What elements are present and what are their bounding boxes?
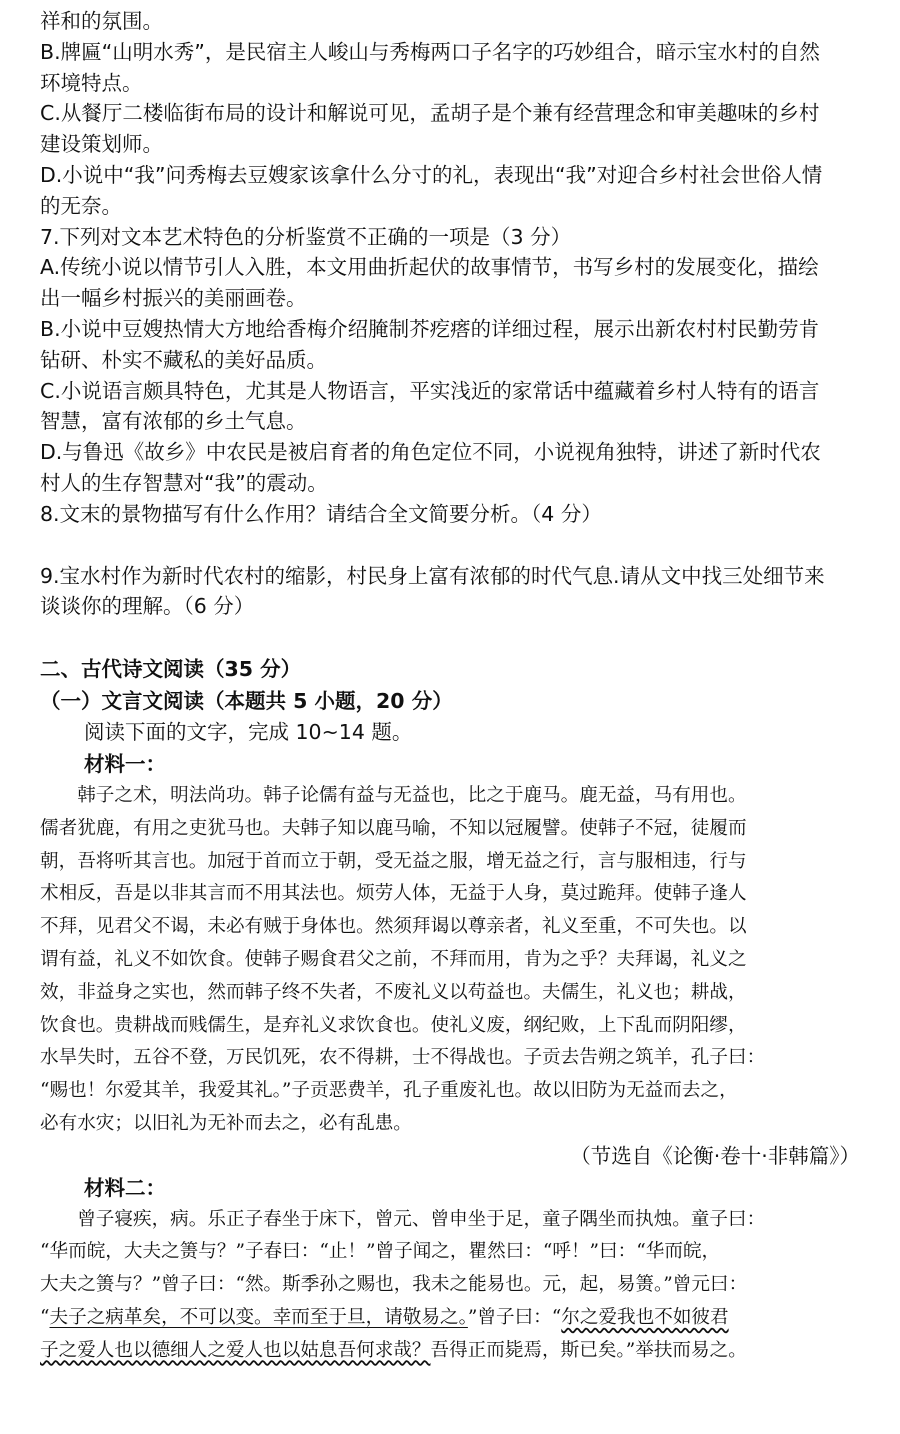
material-1-title: 材料一： <box>84 751 166 776</box>
question-9: 9.宝水村作为新时代农村的缩影，村民身上富有浓郁的时代气息.请从文中找三处细节来 <box>40 563 825 588</box>
instruction: 阅读下面的文字，完成 10~14 题。 <box>84 720 413 745</box>
option-c-line: C.从餐厅二楼临街布局的设计和解说可见，孟胡子是个兼有经营理念和审美趣味的乡村 <box>40 101 820 126</box>
open-quote: “ <box>40 1306 50 1328</box>
answer-space <box>40 622 860 653</box>
text-line: 钻研、朴实不藏私的美好品质。 <box>40 347 327 372</box>
material-1-text <box>40 780 860 1141</box>
text-line: 谈谈你的理解。（6 分） <box>40 594 255 619</box>
option-b-line: B.牌匾“山明水秀”，是民宿主人峻山与秀梅两口子名字的巧妙组合，暗示宝水村的自然 <box>40 39 820 64</box>
text-line: 智慧，富有浓郁的乡土气息。 <box>40 409 307 434</box>
question-7: 7.下列对文本艺术特色的分析鉴赏不正确的一项是（3 分） <box>40 224 572 249</box>
text-line: “华而皖，大夫之箦与？”子春曰：“止！”曾子闻之，瞿然曰：“呼！”曰：“华而皖， <box>40 1241 721 1263</box>
underlined-sentence: 夫子之病革矣，不可以变。幸而至于旦，请敬易之。 <box>49 1306 468 1328</box>
text-line: 村人的生存智慧对“我”的震动。 <box>40 470 328 495</box>
text-line: 的无奈。 <box>40 193 122 218</box>
material-2-text <box>40 1204 860 1368</box>
wavy-underlined-sentence: 尔之爱我也不如彼君 <box>561 1306 729 1328</box>
q7-option-c: C.小说语言颇具特色，尤其是人物语言，平实浅近的家常话中蕴藏着乡村人特有的语言 <box>40 378 820 403</box>
section-title: 二、古代诗文阅读（35 分） <box>40 657 302 682</box>
text-line <box>40 1302 860 1335</box>
material-1-source: （节选自《论衡·卷十·非韩篇》） <box>570 1143 860 1168</box>
text-line: 术相反，吾是以非其言而不用其法也。烦劳人体，无益于人身，莫过跪拜。使韩子逢人 <box>40 883 747 905</box>
q7-option-d: D.与鲁迅《故乡》中农民是被启育者的角色定位不同，小说视角独特，讲述了新时代农 <box>40 440 821 465</box>
answer-space <box>40 530 860 561</box>
text-line: 建设策划师。 <box>40 132 163 157</box>
quote-connector: ”曾子曰：“ <box>467 1306 562 1328</box>
text-line: 饮食也。贵耕战而贱儒生，是弃礼义求饮食也。使礼义废，纲纪败，上下乱而阴阳缪， <box>40 1014 747 1036</box>
text-line: 韩子之术，明法尚功。韩子论儒有益与无益也，比之于鹿马。鹿无益，马有用也。 <box>40 784 747 806</box>
option-d-line: D.小说中“我”问秀梅去豆嫂家该拿什么分寸的礼，表现出“我”对迎合乡村社会世俗人情 <box>40 162 823 187</box>
text-line: “赐也！尔爱其羊，我爱其礼。”子贡恶费羊，孔子重废礼也。故以旧防为无益而去之， <box>40 1080 738 1102</box>
text-line: 祥和的氛围。 <box>40 9 163 33</box>
text-line: 大夫之箦与？”曾子曰：“然。斯季孙之赐也，我未之能易也。元，起，易箦。”曾元曰： <box>40 1274 748 1296</box>
text-line: 效，非益身之实也，然而韩子终不失者，不废礼义以苟益也。夫儒生，礼义也；耕战， <box>40 981 747 1003</box>
text-line <box>40 1335 860 1368</box>
subsection-title: （一）文言文阅读（本题共 5 小题，20 分） <box>40 689 453 714</box>
text-line: 出一幅乡村振兴的美丽画卷。 <box>40 286 307 311</box>
text-line: 必有水灾；以旧礼为无补而去之，必有乱患。 <box>40 1112 412 1134</box>
text-line: 不拜，见君父不谒，未必有贼于身体也。然须拜谒以尊亲者，礼义至重，不可失也。以 <box>40 916 747 938</box>
text-line: 儒者犹鹿，有用之吏犹马也。夫韩子知以鹿马喻，不知以冠履譬。使韩子不冠，徒履而 <box>40 817 747 839</box>
text-line: 朝，吾将听其言也。加冠于首而立于朝，受无益之服，增无益之行，言与服相违，行与 <box>40 850 747 872</box>
material-2-title: 材料二： <box>84 1175 166 1200</box>
question-9-block <box>40 561 860 623</box>
wavy-underlined-sentence: 子之爱人也以德细人之爱人也以姑息吾何求哉？ <box>40 1339 431 1361</box>
text-line: 曾子寝疾，病。乐正子春坐于床下，曾元、曾申坐于足，童子隅坐而执烛。童子曰： <box>40 1208 766 1230</box>
question-8: 8.文末的景物描写有什么作用？请结合全文简要分析。（4 分） <box>40 501 602 526</box>
text-line: 谓有益，礼义不如饮食。使韩子赐食君父之前，不拜而用，肯为之乎？夫拜谒，礼义之 <box>40 948 747 970</box>
sentence-rest: 吾得正而毙焉，斯已矣。”举扶而易之。 <box>430 1339 747 1361</box>
text-line: 水旱失时，五谷不登，万民饥死，农不得耕，士不得战也。子贡去告朔之筑羊，孔子曰： <box>40 1047 766 1069</box>
text-line: 环境特点。 <box>40 70 143 95</box>
q7-option-a: A.传统小说以情节引人入胜，本文用曲折起伏的故事情节，书写乡村的发展变化，描绘 <box>40 255 819 280</box>
question-options-block <box>40 6 860 530</box>
q7-option-b: B.小说中豆嫂热情大方地给香梅介绍腌制芥疙瘩的详细过程，展示出新农村村民勤劳肯 <box>40 316 820 341</box>
